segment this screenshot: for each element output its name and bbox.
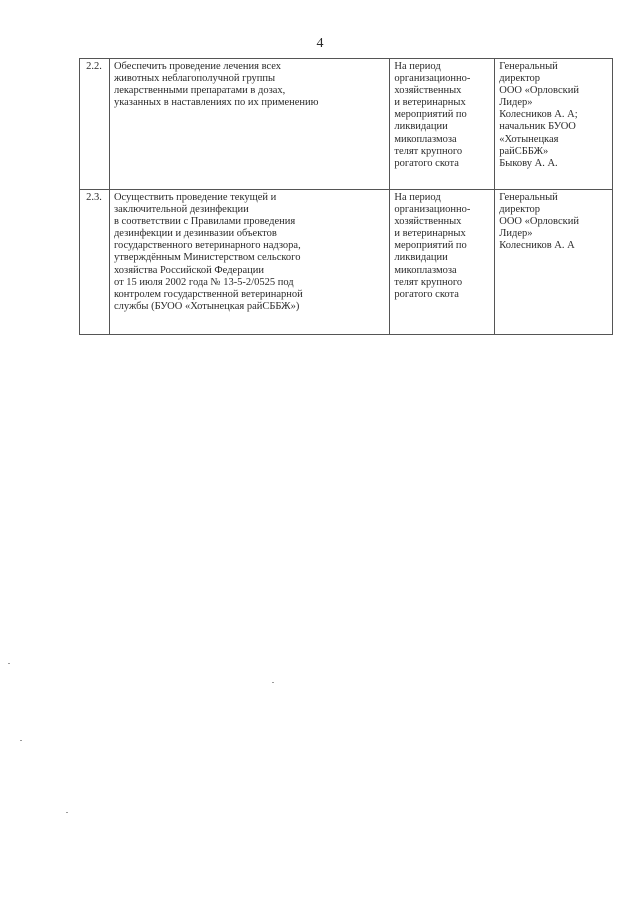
page-number: 4 xyxy=(316,36,324,51)
scan-speck xyxy=(20,740,22,741)
responsible-cell: Генеральный директор ООО «Орловский Лидер» Колесников А. А; начальник БУОО «Хотынецкая райСББЖ» Быкову А. А. xyxy=(495,59,613,190)
item-number-cell: 2.2. xyxy=(80,59,110,190)
table-row xyxy=(80,190,613,335)
scan-speck xyxy=(8,663,10,664)
scan-speck xyxy=(66,812,68,813)
period-cell: На период организационно- хозяйственных и ветеринарных мероприятий по ликвидации микоплазмоза телят крупного рогатого скота xyxy=(390,190,495,335)
responsible-cell: Генеральный директор ООО «Орловский Лидер» Колесников А. А xyxy=(495,190,613,335)
action-cell: Осуществить проведение текущей и заключительной дезинфекции в соответствии с Правилами проведения дезинфекции и дезинвазии объектов государственного ветеринарного надзора, утверждённым Министерством сельского хозяйства Российской Федерации от 15 июля 2002 года № 13-5-2/0525 под контролем государственной ветеринарной службы (БУОО «Хотынецкая райСББЖ») xyxy=(109,190,389,335)
period-cell: На период организационно- хозяйственных и ветеринарных мероприятий по ликвидации микоплазмоза телят крупного рогатого скота xyxy=(390,59,495,190)
action-cell: Обеспечить проведение лечения всех животных неблагополучной группы лекарственными препаратами в дозах, указанных в наставлениях по их применению xyxy=(109,59,389,190)
scan-speck xyxy=(272,682,274,683)
table-row xyxy=(80,59,613,190)
measures-table xyxy=(79,58,613,335)
item-number-cell: 2.3. xyxy=(80,190,110,335)
